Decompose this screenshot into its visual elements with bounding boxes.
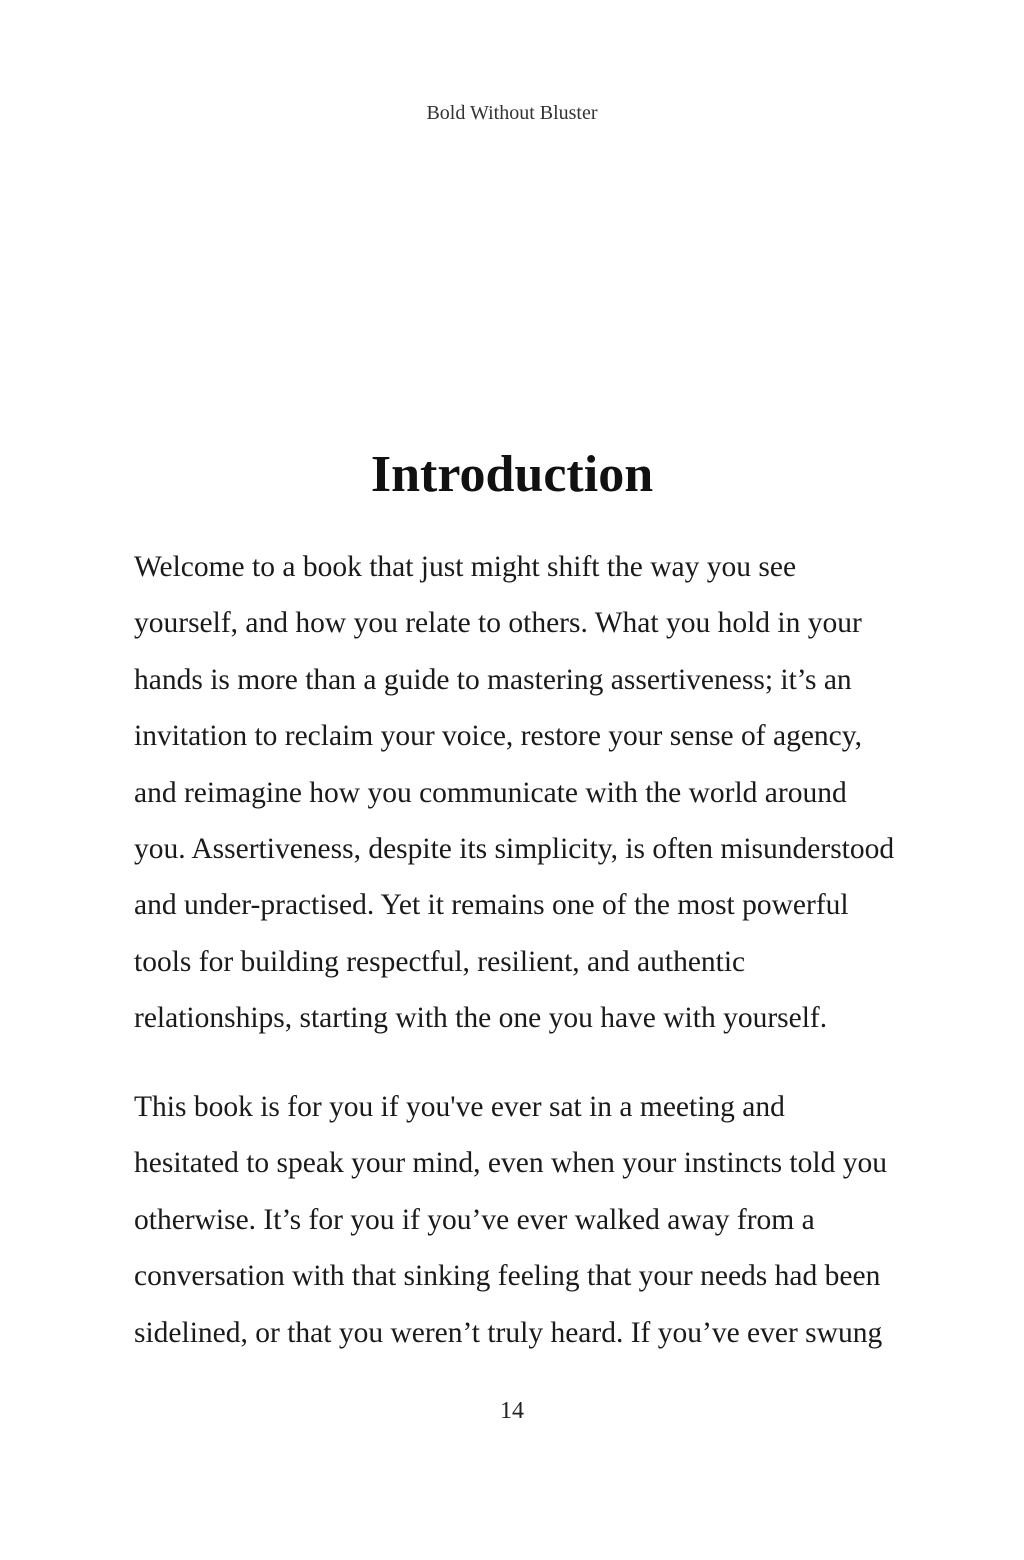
text-line: conversation with that sinking feeling that your needs had been: [134, 1260, 881, 1293]
text-line: and reimagine how you communicate with the world around: [134, 776, 847, 809]
text-line: hands is more than a guide to mastering assertiveness; it’s an: [134, 663, 852, 696]
text-line: hesitated to speak your mind, even when your instincts told you: [134, 1147, 887, 1180]
text-line: sidelined, or that you weren’t truly heard. If you’ve ever swung: [134, 1316, 883, 1349]
running-header: Bold Without Bluster: [426, 102, 598, 124]
text-line: you. Assertiveness, despite its simplicity, is often misunderstood: [134, 833, 895, 866]
chapter-title: Introduction: [370, 446, 654, 503]
text-line: and under-practised. Yet it remains one of the most powerful: [134, 889, 849, 922]
text-line: tools for building respectful, resilient, and authentic: [134, 945, 746, 978]
body-paragraph: [94, 1079, 926, 1361]
body-paragraph: [94, 539, 926, 1047]
text-line: relationships, starting with the one you have with yourself.: [134, 1002, 828, 1035]
text-line: yourself, and how you relate to others. What you hold in your: [134, 607, 862, 640]
text-line: otherwise. It’s for you if you’ve ever walked away from a: [134, 1203, 815, 1236]
page-number: 14: [500, 1398, 524, 1424]
text-line: invitation to reclaim your voice, restore your sense of agency,: [134, 720, 862, 753]
text-line: This book is for you if you've ever sat in a meeting and: [134, 1091, 785, 1123]
text-line: Welcome to a book that just might shift the way you see: [134, 551, 797, 583]
